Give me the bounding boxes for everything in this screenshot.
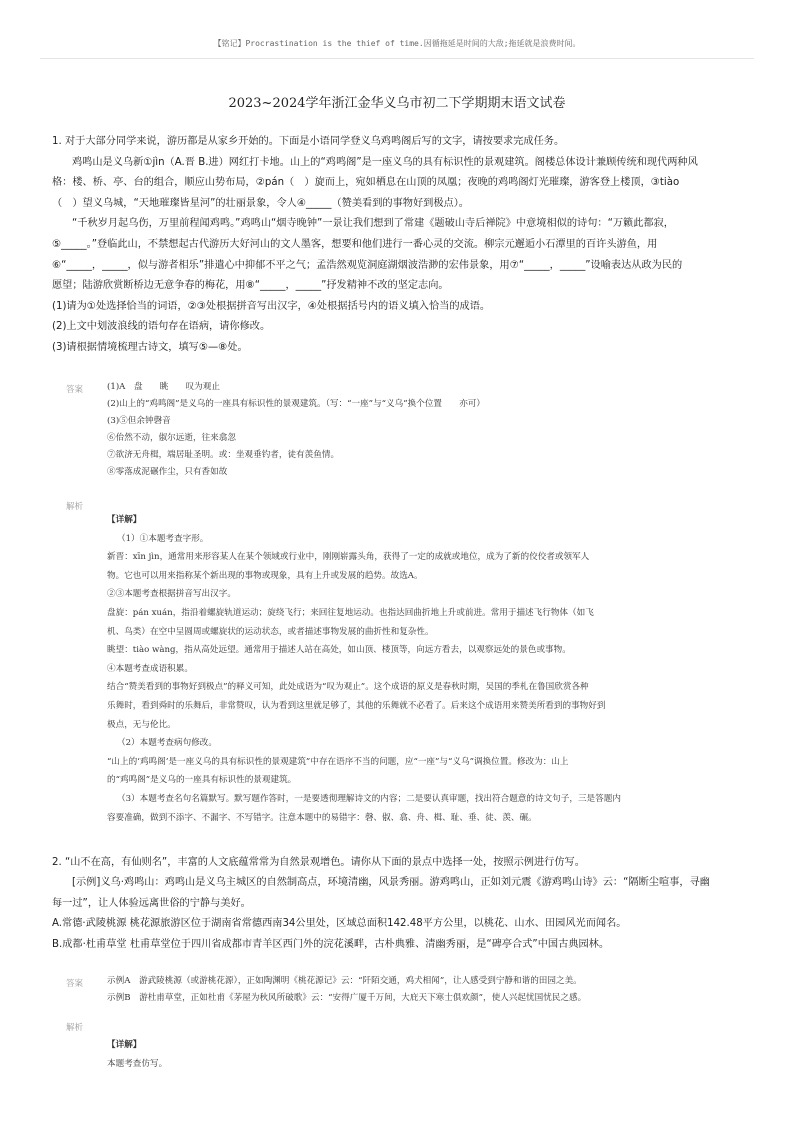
q2-line: 每一过”，让人体验远离世俗的宁静与美好。 — [52, 897, 251, 909]
q2-answers — [107, 973, 737, 1007]
q1-line: (3)请根据情境梳理古诗文，填写⑤—⑧处。 — [52, 341, 248, 353]
q1-line: 格：楼、桥、亭、台的组合，顺应山势布局，②pán（ ）旋而上，宛如栖息在山顶的凤凰；夜晚的鸡鸣阁灯光璀璨，游客登上楼顶，③tiào — [52, 177, 680, 189]
q1-line: ⑤_____。”登临此山，不禁想起古代游历大好河山的文人墨客，想要和他们进行一番心灵的交流。柳宗元邂逅小石潭里的百许头游鱼，用 — [52, 238, 658, 250]
analysis-line: 盘旋：pán xuán，指沿着螺旋轨道运动；旋绕飞行；来回往复地运动。也指达回曲折地上升或前进。常用于描述飞行物体（如飞 — [107, 607, 594, 618]
q1-line: (1)请为①处选择恰当的词语，②③处根据拼音写出汉字，④处根据括号内的语义填入恰当的成语。 — [52, 300, 491, 312]
answer-line: 示例B 游杜甫草堂，正如杜甫《茅屋为秋风所破歌》云：“安得广厦千万间，大庇天下寒士俱欢颜”，使人兴起忧国忧民之感。 — [107, 992, 587, 1003]
q2-analysis — [107, 1036, 747, 1073]
analysis-line: 本题考查仿写。 — [107, 1058, 168, 1069]
answer-line: (3)⑤但余钟磬音 — [107, 415, 171, 426]
answer-line: ⑧零落成泥碾作尘，只有香如故 — [107, 466, 228, 477]
analysis-line: 结合“赞美看到的事物好到极点”的释义可知，此处成语为“叹为观止”。这个成语的原义是春秋时期，吴国的季札在鲁国欣赏各种 — [107, 682, 589, 693]
analysis-line: （1）①本题考查字形。 — [117, 533, 209, 544]
q1-line: （ ）望义乌城，“天地璀璨皆星河”的壮丽景象，令人④_____（赞美看到的事物好到极点）。 — [52, 197, 469, 209]
q1-analysis-label: 解析 — [66, 502, 84, 512]
question-1 — [52, 132, 742, 359]
q2-line: [示例]义乌·鸡鸣山：鸡鸣山是义乌主城区的自然制高点，环境清幽，风景秀丽。游鸡鸣山，正如刘元震《游鸡鸣山诗》云：“隔断尘喧事，寻幽 — [72, 877, 710, 889]
analysis-line: 的“鸡鸣阁”是义乌的一座具有标识性的景观建筑。 — [107, 775, 297, 786]
answer-line: (2)山上的“鸡鸣阁”是义乌的一座具有标识性的景观建筑。（写：“一座”与“义乌”换个位置 亦可） — [107, 398, 485, 409]
top-divider — [40, 58, 754, 59]
q1-line: 1. 对于大部分同学来说，游历都是从家乡开始的。下面是小语同学登义乌鸡鸣阁后写的文字，请按要求完成任务。 — [52, 136, 565, 147]
page-title: 2023~2024学年浙江金华义乌市初二下学期期末语文试卷 — [228, 96, 566, 111]
q1-line: 愿望；陆游欣赏断桥边无意争春的梅花，用⑧“_____，_____”抒发精神不改的坚定志向。 — [52, 280, 449, 292]
q2-analysis-label: 解析 — [66, 1023, 84, 1033]
q1-line: 鸡鸣山是义乌新①jìn（A.晋 B.进）网红打卡地。山上的“鸡鸣阁”是一座义乌的具有标识性的景观建筑。阁楼总体设计兼顾传统和现代两种风 — [72, 156, 698, 168]
analysis-line: ②③本题考查根据拼音写出汉字。 — [107, 589, 236, 600]
q1-analysis — [107, 511, 747, 827]
answer-line: (1)A 盘 眺 叹为观止 — [107, 382, 220, 392]
q1-line: (2)上文中划波浪线的语句存在语病，请你修改。 — [52, 321, 271, 333]
analysis-line: 新晋：xīn jìn，通常用来形容某人在某个领域或行业中，刚刚崭露头角，获得了一定的成就或地位，成为了新的佼佼者或领军人 — [107, 552, 590, 563]
analysis-line: 容要准确，做到不添字、不漏字、不写错字。注意本题中的易错字：磬、俶、翕、舟、楫、耻、垂、徒、羡、碾。 — [107, 812, 537, 823]
q2-answer-label: 答案 — [66, 979, 84, 989]
q1-line: ⑥“_____，_____，似与游者相乐”排遣心中抑郁不平之气；孟浩然观览洞庭湖烟波浩渺的宏伟景象，用⑦“_____，_____”设喻表达从政为民的 — [52, 259, 683, 271]
top-banner: 【铭记】Procrastination is the thief of time.因循拖延是时间的大敌;拖延就是浪费时间。 — [213, 39, 581, 48]
answer-line: ⑦欲济无舟楫，端居耻圣明。或：坐观垂钓者，徒有羡鱼情。 — [107, 449, 340, 460]
analysis-line: 物。它也可以用来指称某个新出现的事物或现象，具有上升或发展的趋势。故选A。 — [107, 570, 423, 581]
question-2 — [52, 853, 742, 955]
analysis-line: 机、鸟类）在空中呈圆周或螺旋状的运动状态，或者描述事物发展的曲折性和复杂性。 — [107, 626, 434, 637]
answer-line: ⑥佁然不动，俶尔远逝，往来翕忽 — [107, 432, 236, 443]
q1-answers — [107, 379, 737, 480]
q1-line: “千秋岁月起乌伤，万里前程闻鸡鸣。”鸡鸣山“烟寺晚钟”一景让我们想到了常建《题破山寺后禅院》中意境相似的诗句：“万籁此都寂， — [72, 218, 674, 230]
analysis-line: 极点，无与伦比。 — [107, 719, 176, 730]
analysis-heading: 【详解】 — [107, 515, 142, 525]
analysis-line: “山上的‘鸡鸣阁’是一座义乌的具有标识性的景观建筑”中存在语序不当的问题，应“一座”与“义乌”调换位置。修改为：山上 — [107, 756, 569, 767]
analysis-line: ④本题考查成语积累。 — [107, 663, 193, 674]
answer-line: 示例A 游武陵桃源（或游桃花源），正如陶渊明《桃花源记》云：“阡陌交通，鸡犬相闻”，让人感受到宁静和谐的田园之美。 — [107, 976, 582, 986]
analysis-line: （3）本题考查名句名篇默写。默写题作答时，一是要透彻理解诗文的内容；二是要认真审题，找出符合题意的诗文句子，三是答题内 — [117, 793, 621, 804]
q2-line: A.常德·武陵桃源 桃花源旅游区位于湖南省常德西南34公里处，区域总面积142.48平方公里，以桃花、山水、田园风光而闻名。 — [52, 918, 627, 930]
analysis-heading: 【详解】 — [107, 1040, 142, 1050]
q2-line: 2. “山不在高，有仙则名”，丰富的人文底蕴常常为自然景观增色。请你从下面的景点中选择一处，按照示例进行仿写。 — [52, 857, 585, 868]
analysis-line: 乐舞时，看到舜时的乐舞后，非常赞叹，认为看到这里就足够了，其他的乐舞就不必看了。后来这个成语用来赞美所看到的事物好到 — [107, 700, 606, 711]
q2-line: B.成都·杜甫草堂 杜甫草堂位于四川省成都市青羊区西门外的浣花溪畔，古朴典雅、清幽秀丽，是“碑亭合式”中国古典园林。 — [52, 938, 610, 950]
analysis-line: 眺望：tiào wàng，指从高处远望。通常用于描述人站在高处，如山顶、楼顶等，向远方看去，以观察远处的景色或事物。 — [107, 645, 571, 656]
analysis-line: （2）本题考查病句修改。 — [117, 738, 217, 749]
q1-answer-label: 答案 — [66, 385, 84, 395]
